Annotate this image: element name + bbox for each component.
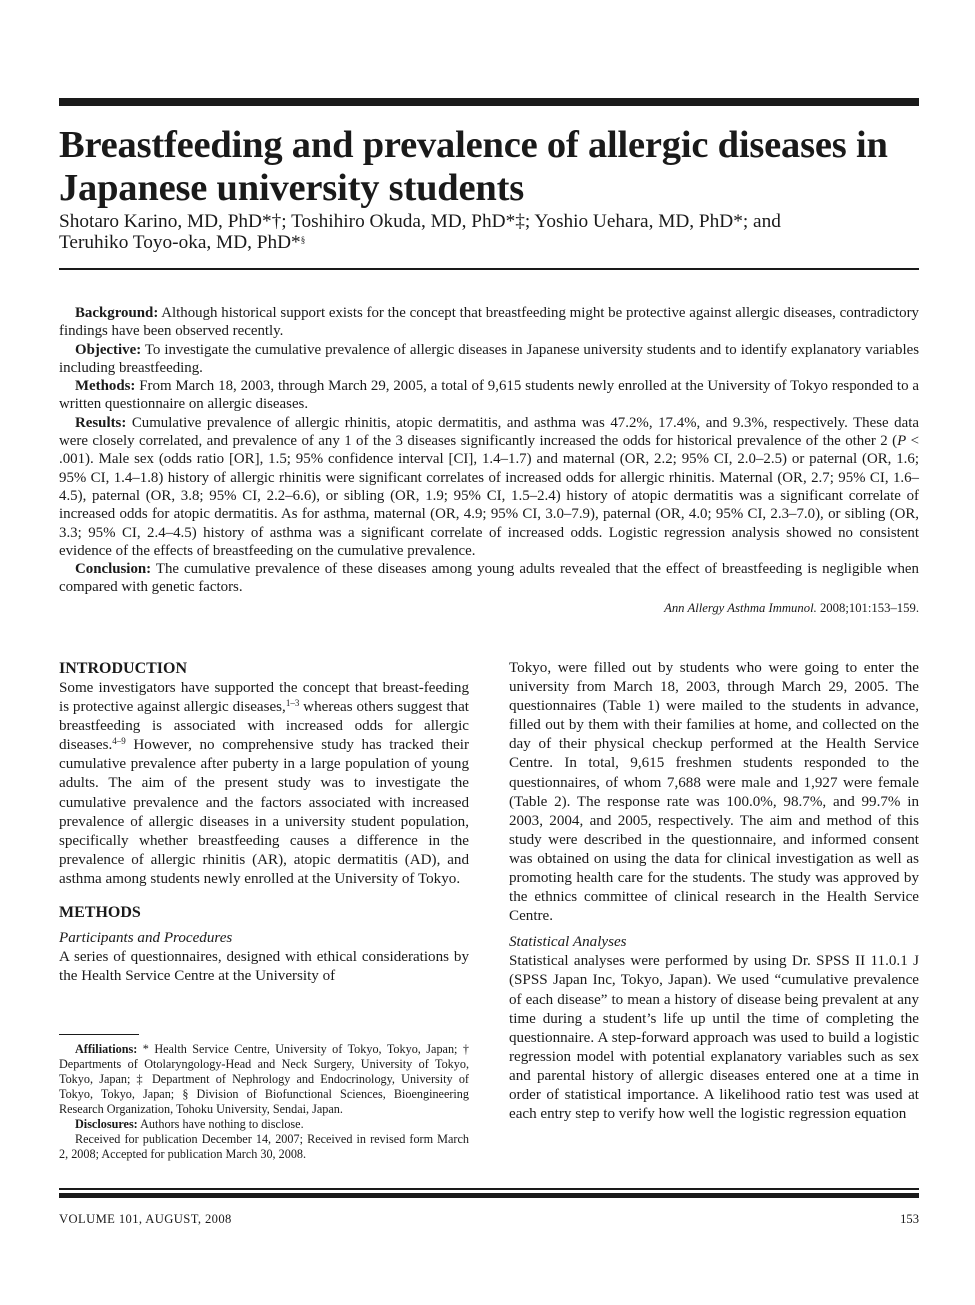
footer-volume-info: VOLUME 101, AUGUST, 2008 bbox=[59, 1212, 232, 1226]
statistical-analyses-paragraph: Statistical analyses were performed by using Dr. SPSS II 11.0.1 J (SPSS Japan Inc, Tokyo, Japan). We used “cumulative prevalence of each disease” to mean a history of disease being prevalent at any time during a student’s life up until the time of completing the questionnaire. A step-forward approach was used to build a logistic regression model with potential explanatory variables such as sex and parental history of allergic diseases entered one at a time in order of statistical importance. A likelihood ratio test was used at each entry step to verify how well the logistic regression equation bbox=[509, 953, 919, 1123]
author-list bbox=[59, 211, 919, 253]
article-title: Breastfeeding and prevalence of allergic diseases in Japanese university students bbox=[59, 124, 888, 209]
author-line-2: Teruhiko Toyo-oka, MD, PhD*§ bbox=[59, 232, 306, 253]
participants-paragraph-continued: Tokyo, were filled out by students who were going to enter the university from March 18, 2003, through March 29, 2005. The questionnaires (Table 1) were mailed to the students in advance, filled out by them with their families at home, and collected on the day of their physical checkup performed at the Health Service Centre. In total, 9,615 freshmen students responded to the questionnaires, of whom 7,688 were male and 1,927 were female (Table 2). The response rate was 100.0%, 98.7%, and 99.7% in 2003, 2004, and 2005, respectively. The aim and method of this study were described in the questionnaire, and informed consent was obtained on using the data for clinical investigation as well as promoting health care for the students. The study was approved by the ethnics committee of clinical research in the Health Service Centre. bbox=[509, 660, 919, 925]
participants-paragraph-start: A series of questionnaires, designed with ethical considerations by the Health Service Centre at the University of bbox=[59, 949, 469, 985]
abstract-objective: Objective: To investigate the cumulative prevalence of allergic diseases in Japanese university students and to identify explanatory variables including breastfeeding. bbox=[59, 341, 919, 376]
introduction-paragraph: Some investigators have supported the concept that breast-feeding is protective against allergic diseases,$^{1-3}$ whereas others suggest that breastfeeding is associated with increased odds for allergic diseases.$^{4-9}$ However, no comprehensive study has tracked their cumulative prevalence after puberty in a large population of young adults. The aim of the present study was to investigate the cumulative prevalence and the factors associated with increased prevalence of allergic diseases in a university student population, specifically whether breastfeeding causes a difference in the prevalence of allergic rhinitis (AR), atopic dermatitis (AD), and asthma among students newly enrolled at the University of Tokyo. bbox=[59, 680, 469, 887]
footnote-rule bbox=[59, 1034, 139, 1035]
title-bottom-rule bbox=[59, 268, 919, 270]
left-column bbox=[59, 659, 469, 986]
introduction-heading: INTRODUCTION bbox=[59, 660, 188, 677]
abstract-results: Results: Cumulative prevalence of allergic rhinitis, atopic dermatitis, and asthma was 47.2%, 17.4%, and 9.3%, respectively. These data were closely correlated, and prevalence of any 1 of the 3 diseases significantly increased the odds for historical prevalence of the other 2 (P < .001). Male sex (odds ratio [OR], 1.5; 95% confidence interval [CI], 1.4–1.7) and maternal (OR, 2.2; 95% CI, 2.0–2.5) or paternal (OR, 1.6; 95% CI, 1.4–1.8) history of allergic rhinitis were significant correlates of increased odds for allergic rhinitis. Maternal (OR, 2.7; 95% CI, 1.6–4.5), paternal (OR, 3.8; 95% CI, 2.2–6.6), or sibling (OR, 1.9; 95% CI, 1.5–2.4) history of atopic dermatitis was a significant correlate of increased odds for atopic dermatitis. As for asthma, maternal (OR, 4.9; 95% CI, 3.0–7.9), paternal (OR, 4.0; 95% CI, 2.3–7.0), or sibling (OR, 3.3; 95% CI, 2.4–4.5) history of asthma was a significant correlate of increased odds. Logistic regression analysis showed no consistent evidence of the effects of breastfeeding on the cumulative prevalence. bbox=[59, 414, 919, 559]
statistical-analyses-subheading: Statistical Analyses bbox=[509, 934, 627, 951]
participants-subheading: Participants and Procedures bbox=[59, 930, 233, 947]
journal-citation: Ann Allergy Asthma Immunol. 2008;101:153–159. bbox=[664, 600, 919, 615]
abstract-background: Background: Although historical support exists for the concept that breastfeeding might be protective against allergic diseases, contradictory findings have been observed recently. bbox=[59, 305, 919, 340]
right-column bbox=[509, 659, 919, 1124]
footnotes bbox=[59, 1042, 469, 1162]
bottom-rule-thick bbox=[59, 1193, 919, 1198]
bottom-rule-thin bbox=[59, 1188, 919, 1190]
reference-marker[interactable]: 1–3 bbox=[285, 698, 300, 709]
page-number: 153 bbox=[900, 1212, 919, 1226]
reference-marker[interactable]: 4–9 bbox=[112, 736, 126, 747]
abstract-conclusion: Conclusion: The cumulative prevalence of these diseases among young adults revealed that the effect of breastfeeding is negligible when compared with genetic factors. bbox=[59, 561, 919, 596]
affiliations-note: Affiliations: * Health Service Centre, University of Tokyo, Tokyo, Japan; † Departments of Otolaryngology-Head and Neck Surgery, University of Tokyo, Tokyo, Japan; ‡ Department of Nephrology and Endocrinology, University of Tokyo, Tokyo, Japan; § Division of Biofunctional Sciences, Bioengineering Research Organization, Tohoku University, Sendai, Japan. bbox=[59, 1042, 469, 1116]
methods-heading: METHODS bbox=[59, 904, 141, 922]
top-rule-thick bbox=[59, 98, 919, 106]
abstract-methods: Methods: From March 18, 2003, through March 29, 2005, a total of 9,615 students newly enrolled at the University of Tokyo responded to a written questionnaire on allergic diseases. bbox=[59, 378, 919, 413]
disclosures-note: Disclosures: Authors have nothing to disclose. bbox=[75, 1117, 304, 1131]
received-note: Received for publication December 14, 2007; Received in revised form March 2, 2008; Accepted for publication March 30, 2008. bbox=[59, 1132, 469, 1161]
abstract bbox=[59, 304, 919, 617]
author-line-1: Shotaro Karino, MD, PhD*†; Toshihiro Okuda, MD, PhD*‡; Yoshio Uehara, MD, PhD*; and bbox=[59, 211, 781, 232]
